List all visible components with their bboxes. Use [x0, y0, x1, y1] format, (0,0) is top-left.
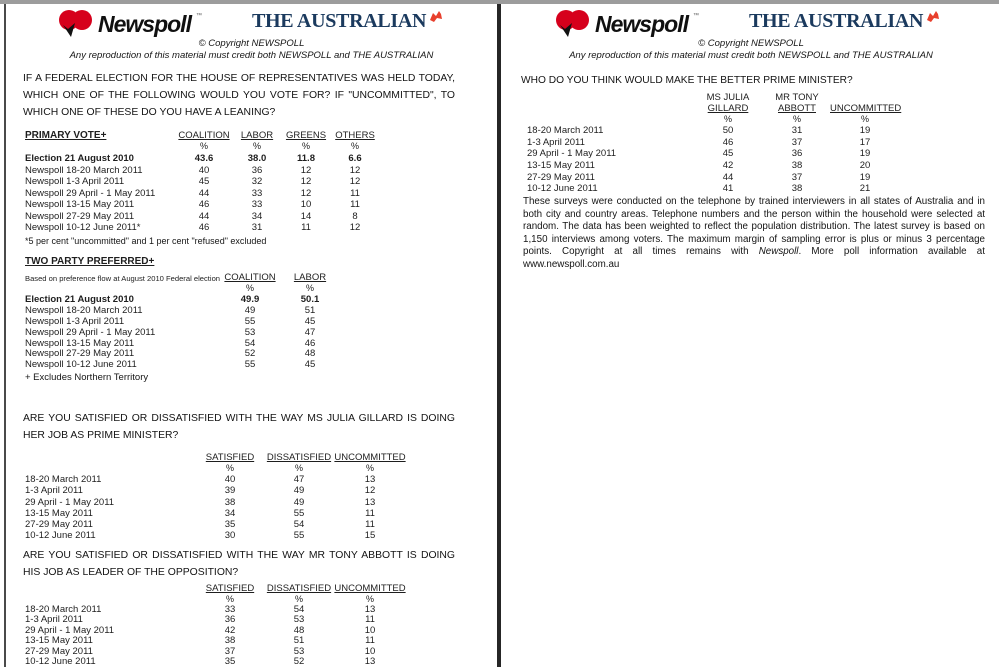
value-cell: 55 — [244, 315, 256, 327]
unit-cell: % — [365, 594, 374, 604]
table-row — [6, 176, 379, 188]
table-row — [6, 646, 407, 656]
value-cell: 33 — [224, 604, 236, 615]
row-label: 13-15 May 2011 — [527, 160, 595, 172]
column-header: UNCOMMITTED — [830, 103, 902, 114]
table-header-row — [6, 450, 407, 463]
table-header-row — [6, 582, 407, 594]
methodology-text: . More poll information available at www.newspoll.com.au — [523, 246, 985, 270]
column-header: SATISFIED — [205, 583, 255, 594]
question-primary-vote: IF A FEDERAL ELECTION FOR THE HOUSE OF REPRESENTATIVES WAS HELD TODAY, WHICH ONE OF THE FOLLOWING WOULD YOU VOTE FOR? IF "UNCOMMITTED", TO WHICH ONE OF THESE DO YOU HAVE A LEANING? — [23, 73, 455, 119]
column-header-line: ABBOTT — [777, 103, 816, 114]
unit-cell: % — [860, 114, 869, 124]
row-label: Newspoll 18-20 March 2011 — [25, 164, 143, 176]
value-cell: 10 — [300, 199, 312, 210]
row-label: Newspoll 13-15 May 2011 — [25, 337, 135, 349]
value-cell: 37 — [224, 645, 236, 657]
value-cell: 38 — [791, 183, 803, 195]
column-header: COALITION — [178, 130, 230, 141]
table-row — [6, 316, 340, 327]
newspoll-wordmark: Newspoll — [98, 10, 191, 37]
table-row — [6, 614, 407, 624]
table-title: PRIMARY VOTE+ — [25, 130, 107, 141]
column-header: DISSATISFIED — [266, 452, 332, 463]
unit-cell: % — [301, 141, 310, 151]
value-cell: 12 — [349, 176, 361, 187]
value-cell: 10 — [364, 645, 376, 657]
column-header: UNCOMMITTED — [334, 583, 406, 594]
unit-cell: % — [225, 463, 234, 473]
credit-line: Any reproduction of this material must credit both NEWSPOLL and THE AUSTRALIAN — [69, 49, 434, 61]
value-cell: 46 — [304, 337, 316, 349]
question-better-pm: WHO DO YOU THINK WOULD MAKE THE BETTER PRIME MINISTER? — [521, 75, 853, 86]
newspoll-heart-icon — [555, 9, 591, 39]
value-cell: 11.8 — [297, 153, 315, 164]
methodology-paragraph — [523, 196, 985, 272]
column-header: COALITION — [224, 272, 276, 283]
table-row — [503, 148, 900, 160]
value-cell: 48 — [304, 348, 316, 360]
value-cell: 53 — [293, 645, 305, 657]
table-row — [6, 530, 407, 541]
row-label: 13-15 May 2011 — [25, 507, 93, 519]
table-row — [503, 160, 900, 172]
gillard-satisfaction-table — [6, 450, 407, 542]
row-label: 10-12 June 2011 — [527, 183, 598, 195]
column-header-line: MR TONY — [775, 92, 819, 103]
page-left-edge — [4, 4, 6, 667]
value-cell: 52 — [293, 655, 305, 667]
newspoll-wordmark: Newspoll — [595, 10, 688, 37]
value-cell: 33 — [251, 199, 263, 210]
value-cell: 11 — [365, 635, 375, 647]
row-label: 27-29 May 2011 — [25, 519, 93, 531]
value-cell: 47 — [293, 474, 305, 485]
table-row — [6, 294, 340, 305]
table-row — [503, 137, 900, 149]
value-cell: 44 — [198, 187, 210, 199]
value-cell: 35 — [224, 655, 236, 667]
row-label: 1-3 April 2011 — [25, 614, 83, 626]
unit-cell: % — [792, 114, 801, 124]
value-cell: 35 — [224, 519, 236, 531]
value-cell: 47 — [304, 326, 316, 338]
copyright-line: © Copyright NEWSPOLL — [198, 38, 305, 49]
value-cell: 41 — [722, 183, 734, 195]
question-gillard-satisfaction: ARE YOU SATISFIED OR DISSATISFIED WITH THE WAY MS JULIA GILLARD IS DOING HER JOB AS PRIME MINISTER? — [23, 413, 455, 442]
value-cell: 15 — [364, 530, 376, 542]
unit-cell: % — [294, 463, 303, 473]
value-cell: 11 — [350, 187, 360, 199]
table-row — [6, 188, 379, 200]
better-pm-table — [503, 88, 900, 195]
value-cell: 43.6 — [194, 153, 214, 164]
table-row — [6, 165, 379, 177]
value-cell: 45 — [198, 176, 210, 187]
value-cell: 13 — [364, 604, 376, 615]
unit-cell: % — [365, 463, 374, 473]
column-header: DISSATISFIED — [266, 583, 332, 594]
unit-row — [6, 283, 340, 294]
value-cell: 50.1 — [300, 294, 320, 305]
table-row — [503, 183, 900, 195]
unit-cell: % — [723, 114, 732, 124]
value-cell: 19 — [859, 125, 871, 136]
value-cell: 50 — [722, 125, 734, 136]
table-row — [6, 222, 379, 234]
page-top-edge — [0, 0, 999, 4]
value-cell: 49.9 — [240, 294, 260, 305]
table-row — [6, 656, 407, 666]
value-cell: 36 — [791, 148, 803, 160]
table-row — [6, 211, 379, 223]
column-header-line: MS JULIA — [706, 92, 750, 103]
column-header: OTHERS — [335, 130, 375, 141]
value-cell: 30 — [224, 530, 236, 542]
table-row — [6, 348, 340, 359]
row-label: 29 April - 1 May 2011 — [25, 624, 115, 636]
row-label: Newspoll 29 April - 1 May 2011 — [25, 187, 156, 199]
value-cell: 55 — [293, 530, 305, 542]
newspoll-logo — [58, 8, 202, 40]
value-cell: 46 — [198, 199, 210, 210]
unit-cell: % — [199, 141, 208, 151]
value-cell: 31 — [791, 125, 803, 136]
value-cell: 53 — [293, 614, 305, 626]
table-row — [503, 125, 900, 137]
unit-row — [6, 141, 379, 153]
abbott-satisfaction-table — [6, 582, 407, 666]
table-row — [6, 497, 407, 508]
row-label: Newspoll 13-15 May 2011 — [25, 199, 135, 210]
value-cell: 32 — [251, 176, 263, 187]
value-cell: 40 — [198, 164, 210, 176]
row-label: 27-29 May 2011 — [25, 645, 93, 657]
column-header — [692, 92, 764, 114]
table-row — [6, 519, 407, 530]
two-party-preferred-table — [6, 269, 340, 370]
table-row — [6, 327, 340, 338]
value-cell: 31 — [251, 222, 263, 233]
kangaroo-icon — [429, 10, 443, 23]
value-cell: 38 — [224, 635, 236, 647]
value-cell: 36 — [251, 164, 263, 176]
row-label: 29 April - 1 May 2011 — [527, 148, 617, 160]
table-subtitle: Based on preference flow at August 2010 Federal election — [25, 274, 221, 283]
page-divider — [497, 0, 501, 667]
the-australian-wordmark: THE AUSTRALIAN — [252, 10, 427, 32]
value-cell: 51 — [304, 304, 316, 316]
newspoll-logo — [555, 8, 699, 40]
value-cell: 54 — [244, 337, 256, 349]
row-label: Newspoll 1-3 April 2011 — [25, 315, 125, 327]
table-row — [6, 338, 340, 349]
unit-row — [6, 463, 407, 474]
page-right — [503, 0, 999, 667]
value-cell: 11 — [365, 519, 375, 531]
row-label: Newspoll 10-12 June 2011* — [25, 222, 141, 233]
value-cell: 13 — [364, 496, 376, 508]
value-cell: 20 — [859, 160, 871, 172]
value-cell: 17 — [859, 136, 871, 148]
value-cell: 19 — [859, 171, 871, 183]
unit-row — [6, 594, 407, 604]
value-cell: 12 — [300, 176, 312, 187]
value-cell: 46 — [198, 222, 210, 233]
primary-vote-footnote: *5 per cent "uncommitted" and 1 per cent "refused" excluded — [25, 236, 267, 246]
row-label: 13-15 May 2011 — [25, 635, 93, 647]
row-label: 10-12 June 2011 — [25, 530, 96, 542]
value-cell: 37 — [791, 171, 803, 183]
question-abbott-satisfaction: ARE YOU SATISFIED OR DISSATISFIED WITH THE WAY MR TONY ABBOTT IS DOING HIS JOB AS LEADER OF THE OPPOSITION? — [23, 550, 455, 579]
table-row — [6, 635, 407, 645]
copyright-line: © Copyright NEWSPOLL — [698, 38, 804, 49]
value-cell: 13 — [364, 655, 376, 667]
table-header-row — [6, 269, 340, 283]
value-cell: 12 — [300, 164, 312, 176]
value-cell: 49 — [293, 485, 305, 497]
value-cell: 33 — [251, 187, 263, 199]
value-cell: 49 — [293, 496, 305, 508]
column-header: LABOR — [293, 272, 327, 283]
row-label: 18-20 March 2011 — [527, 125, 604, 136]
value-cell: 45 — [304, 359, 316, 371]
column-header-line: GILLARD — [707, 103, 749, 114]
table-row — [6, 485, 407, 496]
table-header-row — [6, 127, 379, 141]
value-cell: 51 — [293, 635, 305, 647]
value-cell: 38 — [224, 496, 236, 508]
row-label: 27-29 May 2011 — [527, 171, 595, 183]
row-label: Newspoll 1-3 April 2011 — [25, 176, 125, 187]
row-label: Election 21 August 2010 — [25, 294, 134, 305]
value-cell: 12 — [349, 222, 361, 233]
row-label: Newspoll 29 April - 1 May 2011 — [25, 326, 156, 338]
value-cell: 34 — [224, 507, 236, 519]
value-cell: 36 — [224, 614, 236, 626]
row-label: Newspoll 10-12 June 2011 — [25, 359, 137, 371]
the-australian-wordmark: THE AUSTRALIAN — [749, 10, 924, 32]
credit-line: Any reproduction of this material must credit both NEWSPOLL and THE AUSTRALIAN — [569, 49, 933, 61]
row-label: 18-20 March 2011 — [25, 474, 102, 485]
column-header: GREENS — [285, 130, 327, 141]
value-cell: 11 — [350, 199, 360, 210]
value-cell: 45 — [304, 315, 316, 327]
value-cell: 46 — [722, 136, 734, 148]
table-row — [6, 153, 379, 165]
unit-cell: % — [350, 141, 359, 151]
value-cell: 55 — [244, 359, 256, 371]
value-cell: 10 — [364, 624, 376, 636]
table-row — [6, 474, 407, 485]
value-cell: 45 — [722, 148, 734, 160]
row-label: 10-12 June 2011 — [25, 655, 96, 667]
unit-cell: % — [305, 283, 314, 293]
value-cell: 11 — [301, 222, 311, 233]
value-cell: 38 — [791, 160, 803, 172]
two-party-preferred-title: TWO PARTY PREFERRED+ — [25, 256, 155, 267]
value-cell: 49 — [244, 304, 256, 316]
copyright-block — [6, 38, 497, 61]
newspoll-heart-icon — [58, 9, 94, 39]
value-cell: 42 — [722, 160, 734, 172]
value-cell: 19 — [859, 148, 871, 160]
value-cell: 39 — [224, 485, 236, 497]
kangaroo-icon — [926, 10, 940, 23]
value-cell: 40 — [224, 474, 236, 485]
column-header: LABOR — [240, 130, 274, 141]
value-cell: 12 — [300, 187, 312, 199]
value-cell: 14 — [300, 210, 312, 222]
value-cell: 12 — [349, 164, 361, 176]
value-cell: 55 — [293, 507, 305, 519]
row-label: Newspoll 27-29 May 2011 — [25, 348, 135, 360]
value-cell: 48 — [293, 624, 305, 636]
column-header — [764, 92, 830, 114]
value-cell: 38.0 — [247, 153, 267, 164]
value-cell: 8 — [352, 210, 358, 222]
page-left — [6, 0, 497, 667]
column-header: UNCOMMITTED — [334, 452, 406, 463]
table-row — [6, 199, 379, 211]
value-cell: 54 — [293, 519, 305, 531]
unit-cell: % — [245, 283, 254, 293]
table-row — [6, 508, 407, 519]
unit-cell: % — [294, 594, 303, 604]
value-cell: 34 — [251, 210, 263, 222]
value-cell: 11 — [365, 507, 375, 519]
two-party-preferred-footnote: + Excludes Northern Territory — [25, 372, 149, 383]
unit-cell: % — [225, 594, 234, 604]
column-header: SATISFIED — [205, 452, 255, 463]
value-cell: 6.6 — [348, 153, 362, 164]
trademark-symbol: ™ — [195, 13, 202, 19]
primary-vote-table — [6, 127, 379, 234]
value-cell: 13 — [364, 474, 376, 485]
value-cell: 52 — [244, 348, 256, 360]
table-row — [6, 604, 407, 614]
value-cell: 21 — [859, 183, 871, 195]
trademark-symbol: ™ — [692, 13, 699, 19]
unit-row — [503, 114, 900, 125]
value-cell: 53 — [244, 326, 256, 338]
unit-cell: % — [252, 141, 261, 151]
row-label: 1-3 April 2011 — [527, 136, 585, 148]
methodology-text: These surveys were conducted on the telephone by trained interviewers in all states of Australia and in both city and country areas. Telephone numbers and the person within the household were selected at random. The data has been weighted to reflect the population distribution. The latest survey is based on 1,150 interviews among voters. The maximum margin of sampling error is plus or minus 3 percentage points. Copyright at all times remains with — [523, 196, 985, 258]
value-cell: 54 — [293, 604, 305, 615]
table-header-row — [503, 88, 900, 114]
table-row — [6, 359, 340, 370]
value-cell: 44 — [722, 171, 734, 183]
row-label: Newspoll 27-29 May 2011 — [25, 210, 135, 222]
value-cell: 42 — [224, 624, 236, 636]
row-label: 18-20 March 2011 — [25, 604, 102, 615]
row-label: 1-3 April 2011 — [25, 485, 83, 497]
value-cell: 44 — [198, 210, 210, 222]
table-row — [503, 172, 900, 184]
value-cell: 12 — [364, 485, 376, 497]
table-row — [6, 305, 340, 316]
row-label: Newspoll 18-20 March 2011 — [25, 304, 143, 316]
value-cell: 11 — [365, 614, 375, 626]
value-cell: 37 — [791, 136, 803, 148]
row-label: Election 21 August 2010 — [25, 153, 134, 164]
row-label: 29 April - 1 May 2011 — [25, 496, 115, 508]
methodology-newspoll-name: Newspoll — [758, 246, 799, 258]
copyright-block — [503, 38, 999, 61]
table-row — [6, 625, 407, 635]
